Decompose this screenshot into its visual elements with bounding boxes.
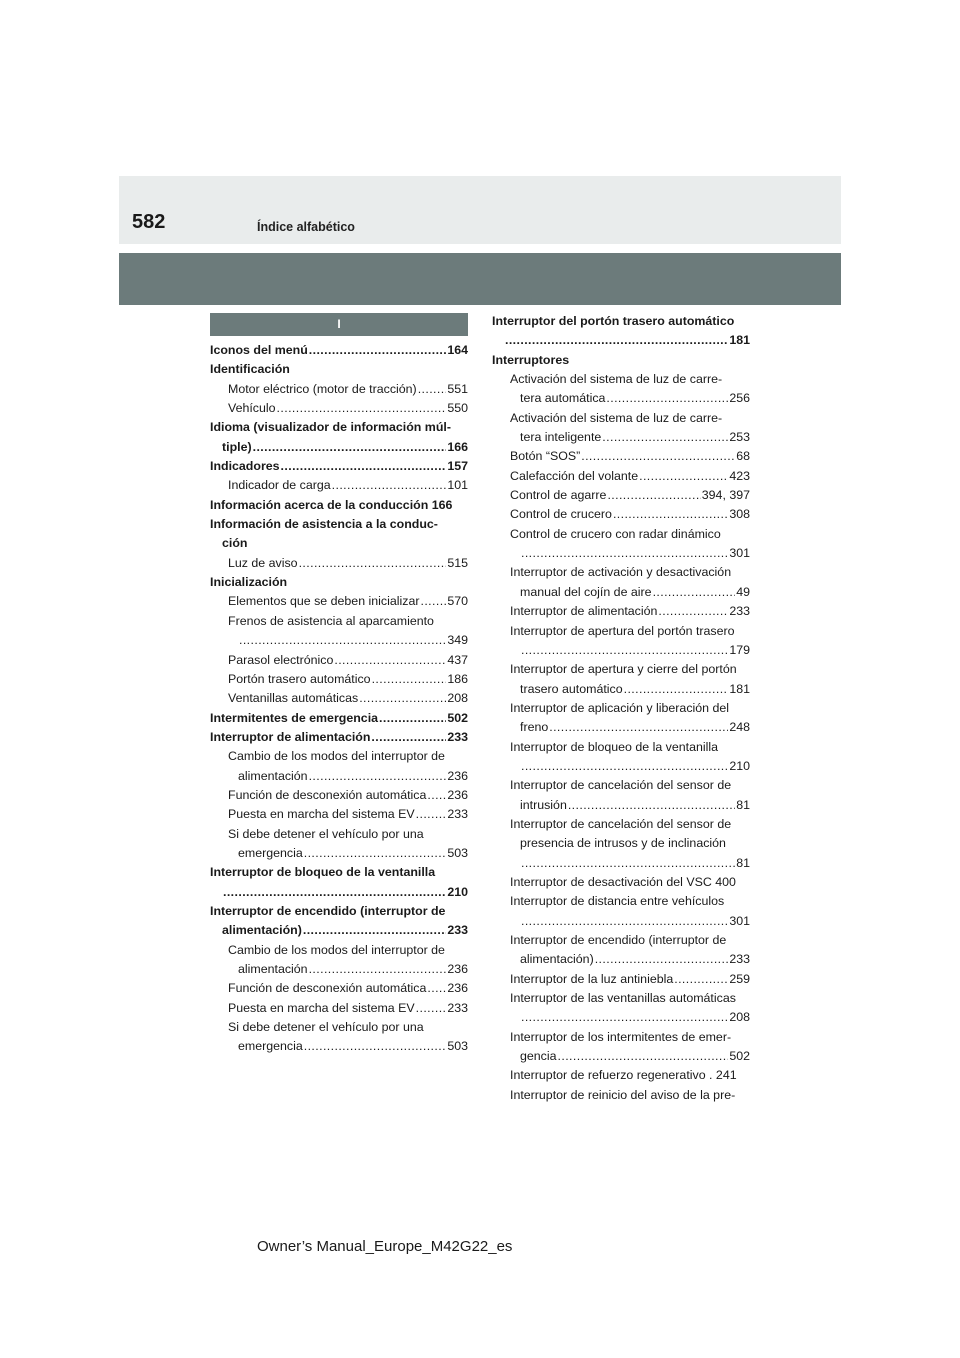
index-entry-text: Interruptor de reinicio del aviso de la pre- — [510, 1087, 736, 1102]
index-entry — [210, 399, 468, 418]
index-entry — [210, 554, 468, 573]
index-entry — [210, 612, 468, 631]
leader-dots — [309, 767, 447, 786]
leader-dots — [558, 1047, 729, 1066]
leader-dots — [281, 457, 447, 476]
leader-dots — [359, 689, 446, 708]
index-entry-text: Si debe detener el vehículo por una — [228, 1020, 424, 1035]
leader-dots — [277, 399, 447, 418]
header-band — [119, 176, 841, 244]
index-entry — [492, 1066, 750, 1085]
leader-dots — [674, 970, 728, 989]
footer-text: Owner’s Manual_Europe_M42G22_es — [257, 1238, 513, 1255]
index-entry-text: Vehículo — [228, 401, 276, 416]
index-entry-text: Si debe detener el vehículo por una — [228, 826, 424, 841]
leader-dots — [505, 331, 728, 350]
index-entry-text: Información de asistencia a la conduc- — [210, 517, 438, 532]
leader-dots — [372, 670, 447, 689]
index-entry-text: Interruptor de alimentación — [510, 604, 658, 619]
index-entry — [210, 573, 468, 592]
index-entry-text: Motor eléctrico (motor de tracción) — [228, 381, 417, 396]
index-column-left — [210, 312, 468, 1057]
index-entry-page: 236 — [447, 787, 468, 802]
index-entry — [492, 467, 750, 486]
index-entry-page: 81 — [736, 797, 750, 812]
index-entry-text: tiple) — [222, 439, 252, 454]
index-entry — [210, 709, 468, 728]
index-entry-page: 502 — [447, 710, 468, 725]
leader-dots — [332, 476, 447, 495]
index-entry-text: alimentación) — [520, 952, 594, 967]
index-entry — [210, 341, 468, 360]
index-entry-page: 181 — [729, 333, 750, 348]
index-entry-page: 68 — [736, 449, 750, 464]
index-entry-text: Función de desconexión automática — [228, 787, 427, 802]
index-entry-page: 349 — [447, 633, 468, 648]
index-entry — [492, 912, 750, 931]
index-entry-page: 157 — [447, 459, 468, 474]
index-entry — [492, 1028, 750, 1047]
index-entry — [210, 844, 468, 863]
index-entry — [210, 457, 468, 476]
leader-dots — [613, 505, 728, 524]
index-entry-text: Elementos que se deben inicializar — [228, 594, 420, 609]
leader-dots — [624, 680, 729, 699]
index-entry-text: alimentación) — [222, 923, 302, 938]
index-entry — [492, 1047, 750, 1066]
index-entry-page: 503 — [447, 845, 468, 860]
index-entry-page: 186 — [447, 671, 468, 686]
index-entry — [492, 505, 750, 524]
leader-dots — [595, 950, 729, 969]
index-entry — [492, 970, 750, 989]
index-entry — [210, 921, 468, 940]
index-entry-text: Botón “SOS” — [510, 449, 581, 464]
index-entry-text: alimentación — [238, 768, 308, 783]
index-entry-page: 236 — [447, 981, 468, 996]
leader-dots — [658, 602, 728, 621]
index-entry-page: 423 — [729, 468, 750, 483]
index-entry-page: 301 — [729, 546, 750, 561]
index-entry-page: 503 — [447, 1039, 468, 1054]
index-entry-page: 181 — [729, 681, 750, 696]
index-entry — [492, 699, 750, 718]
index-entry-text: Cambio de los modos del interruptor de — [228, 749, 445, 764]
header-divider-band — [119, 253, 841, 305]
index-entry-page: 210 — [729, 758, 750, 773]
index-entry — [492, 641, 750, 660]
index-entry — [492, 1086, 750, 1105]
index-entry-page: 233 — [447, 729, 468, 744]
leader-dots — [420, 592, 446, 611]
index-entry-text: alimentación — [238, 962, 308, 976]
leader-dots — [379, 709, 446, 728]
index-entry-page: 502 — [729, 1049, 750, 1064]
index-entry-page: 208 — [447, 691, 468, 706]
index-entry-text: emergencia — [238, 1039, 303, 1054]
index-entry — [492, 660, 750, 679]
index-entry — [210, 805, 468, 824]
index-entry — [492, 738, 750, 757]
leader-dots — [606, 389, 728, 408]
index-entry — [210, 476, 468, 495]
leader-dots — [602, 428, 728, 447]
index-entry — [210, 380, 468, 399]
index-entry — [210, 631, 468, 650]
index-entry — [210, 496, 468, 515]
index-entry-page: 253 — [729, 430, 750, 445]
index-entry-text: presencia de intrusos y de inclinación — [520, 836, 726, 851]
index-entry — [210, 651, 468, 670]
index-entry-text: Interruptor de bloqueo de la ventanilla — [210, 865, 436, 880]
leader-dots — [521, 854, 735, 873]
index-entry-page: 551 — [447, 381, 468, 396]
index-entry — [492, 1008, 750, 1027]
index-entry-page: 301 — [729, 913, 750, 928]
index-entry-text: tera automática — [520, 391, 606, 406]
index-entry-text: Interruptores — [492, 352, 570, 367]
index-entry-text: Idioma (visualizador de información múl- — [210, 420, 451, 435]
leader-dots — [653, 583, 736, 602]
index-entry-text: Intermitentes de emergencia — [210, 710, 379, 725]
leader-dots — [253, 438, 447, 457]
index-entry-text: Interruptor de desactivación del VSC 400 — [510, 874, 736, 889]
index-entry-page: 550 — [447, 401, 468, 416]
index-entry-text: Puesta en marcha del sistema EV — [228, 807, 415, 822]
index-entry — [492, 602, 750, 621]
index-entry-page: 259 — [729, 971, 750, 986]
leader-dots — [427, 786, 446, 805]
index-entry — [492, 389, 750, 408]
leader-dots — [607, 486, 700, 505]
index-entry — [492, 312, 750, 331]
leader-dots — [581, 447, 735, 466]
leader-dots — [521, 1008, 728, 1027]
index-entry-text: Interruptor de encendido (interruptor de — [510, 933, 727, 947]
index-entry-text: Función de desconexión automática — [228, 981, 427, 996]
leader-dots — [639, 467, 728, 486]
leader-dots — [521, 912, 728, 931]
index-entry — [210, 999, 468, 1018]
index-entry — [492, 331, 750, 350]
index-entry-page: 210 — [447, 884, 468, 899]
index-entry-text: Interruptor de activación y desactivación — [510, 565, 732, 580]
index-entry-text: manual del cojín de aire — [520, 584, 652, 599]
index-column-right — [492, 312, 750, 1105]
index-entry — [210, 592, 468, 611]
index-entry-text: intrusión — [520, 797, 567, 812]
index-entry — [210, 689, 468, 708]
index-entry — [492, 622, 750, 641]
index-entry — [210, 767, 468, 786]
index-entry-text: Cambio de los modos del interruptor de — [228, 942, 445, 957]
index-entry-text: Interruptor de bloqueo de la ventanilla — [510, 739, 719, 754]
index-entry — [492, 680, 750, 699]
leader-dots — [416, 805, 447, 824]
index-entry-text: Control de agarre — [510, 488, 607, 503]
index-entry-text: Parasol electrónico — [228, 652, 334, 667]
index-entry — [492, 409, 750, 428]
index-entry-text: Iconos del menú — [210, 343, 308, 357]
index-entry-text: Control de crucero con radar dinámico — [510, 526, 721, 541]
index-entry-text: Activación del sistema de luz de carre- — [510, 372, 723, 387]
index-entry — [492, 776, 750, 795]
index-entry — [210, 786, 468, 805]
index-entry — [492, 815, 750, 834]
index-entry-text: Luz de aviso — [228, 555, 298, 570]
index-entry — [492, 370, 750, 389]
leader-dots — [304, 844, 447, 863]
index-entry-text: Indicador de carga — [228, 478, 331, 493]
index-entry — [492, 854, 750, 873]
index-entry — [492, 950, 750, 969]
leader-dots — [371, 728, 446, 747]
index-entry — [210, 941, 468, 960]
index-entry-page: 233 — [729, 604, 750, 619]
index-entry-text: Información acerca de la conducción 166 — [210, 497, 453, 512]
index-entry-text: Indicadores — [210, 459, 280, 474]
leader-dots — [427, 979, 446, 998]
index-entry-text: freno — [520, 720, 549, 735]
index-entry — [210, 960, 468, 979]
index-entry-text: gencia — [520, 1049, 557, 1064]
index-entry-text: Interruptor del portón trasero automático — [492, 314, 735, 328]
section-title: Índice alfabético — [257, 220, 355, 234]
leader-dots — [416, 999, 447, 1018]
index-entry — [492, 796, 750, 815]
index-entry-text: ción — [222, 536, 248, 551]
index-entry-page: 233 — [447, 923, 468, 938]
index-entry-text: trasero automático — [520, 681, 623, 696]
index-entry-page: 166 — [447, 439, 468, 454]
leader-dots — [303, 921, 446, 940]
leader-dots — [568, 796, 735, 815]
index-entry-page: 515 — [447, 555, 468, 570]
index-entry-text: Interruptor de refuerzo regenerativo . 241 — [510, 1068, 737, 1083]
index-entry-page: 308 — [729, 507, 750, 522]
leader-dots — [223, 883, 446, 902]
index-entry-text: Control de crucero — [510, 507, 612, 522]
leader-dots — [309, 341, 447, 360]
leader-dots — [521, 757, 728, 776]
index-entry-page: 49 — [736, 584, 750, 599]
index-entry-text: Calefacción del volante — [510, 468, 639, 483]
index-entry — [492, 583, 750, 602]
index-entry-page: 81 — [736, 855, 750, 870]
index-entry — [492, 428, 750, 447]
index-entry — [210, 534, 468, 553]
index-entry — [210, 1037, 468, 1056]
index-entry — [210, 979, 468, 998]
leader-dots — [299, 554, 447, 573]
index-entry-text: Inicialización — [210, 575, 288, 590]
index-entry — [492, 989, 750, 1008]
index-entry-text: Identificación — [210, 362, 290, 377]
index-entry — [492, 718, 750, 737]
index-entry — [210, 863, 468, 882]
leader-dots — [334, 651, 446, 670]
index-entry-text: Puesta en marcha del sistema EV — [228, 1000, 415, 1015]
index-entry — [492, 892, 750, 911]
index-entry-page: 233 — [447, 807, 468, 822]
index-entry-text: Interruptor de cancelación del sensor de — [510, 816, 732, 831]
index-entry-page: 236 — [447, 768, 468, 783]
index-entry — [492, 757, 750, 776]
leader-dots — [239, 631, 446, 650]
leader-dots — [418, 380, 447, 399]
leader-dots — [304, 1037, 447, 1056]
index-entry — [492, 447, 750, 466]
index-entry — [492, 834, 750, 853]
index-entry-page: 233 — [447, 1000, 468, 1015]
index-entry — [492, 486, 750, 505]
index-entry-page: 437 — [447, 652, 468, 667]
index-entry-text: Portón trasero automático — [228, 671, 371, 686]
index-entry — [492, 931, 750, 950]
index-entry-text: tera inteligente — [520, 430, 602, 445]
index-entry — [492, 544, 750, 563]
index-entry-text: Interruptor de las ventanillas automáticas — [510, 991, 736, 1006]
index-entry-text: Interruptor de cancelación del sensor de — [510, 778, 732, 793]
letter-header: I — [210, 313, 468, 336]
index-entry — [210, 825, 468, 844]
index-entry — [210, 728, 468, 747]
index-entry — [492, 873, 750, 892]
index-entry — [210, 360, 468, 379]
index-entry — [210, 438, 468, 457]
leader-dots — [521, 641, 728, 660]
index-entry — [210, 418, 468, 437]
index-entry-text: Interruptor de apertura y cierre del portón — [510, 662, 737, 677]
index-entry-text: emergencia — [238, 845, 303, 860]
index-entry — [210, 902, 468, 921]
leader-dots — [309, 960, 447, 979]
index-entry-page: 164 — [447, 343, 468, 357]
index-entry-page: 256 — [729, 391, 750, 406]
index-entry — [210, 1018, 468, 1037]
index-entry-page: 248 — [729, 720, 750, 735]
index-entry-page: 179 — [729, 642, 750, 657]
index-entry-text: Interruptor de aplicación y liberación del — [510, 700, 730, 715]
page-number: 582 — [132, 211, 166, 233]
index-entry — [210, 747, 468, 766]
index-entry-text: Interruptor de distancia entre vehículos — [510, 894, 725, 909]
index-entry-text: Activación del sistema de luz de carre- — [510, 410, 723, 425]
index-entry-page: 101 — [447, 478, 468, 493]
index-entry-page: 236 — [447, 962, 468, 976]
index-entry-text: Interruptor de los intermitentes de emer- — [510, 1029, 732, 1044]
index-entry-page: 208 — [729, 1010, 750, 1025]
leader-dots — [521, 544, 728, 563]
index-entry-text: Interruptor de la luz antiniebla — [510, 971, 674, 986]
index-entry-page: 394, 397 — [701, 488, 750, 503]
index-entry — [210, 883, 468, 902]
index-entry-text: Ventanillas automáticas — [228, 691, 359, 706]
index-entry-text: Interruptor de alimentación — [210, 729, 371, 744]
leader-dots — [549, 718, 728, 737]
index-entry — [210, 515, 468, 534]
index-entry-text: Interruptor de apertura del portón trasero — [510, 623, 735, 638]
index-entry-text: Frenos de asistencia al aparcamiento — [228, 613, 434, 628]
index-entry-page: 233 — [729, 952, 750, 967]
index-entry-page: 570 — [447, 594, 468, 609]
index-entry — [492, 563, 750, 582]
index-entry-text: Interruptor de encendido (interruptor de — [210, 903, 446, 918]
index-entry — [210, 670, 468, 689]
index-entry — [492, 525, 750, 544]
index-entry — [492, 351, 750, 370]
